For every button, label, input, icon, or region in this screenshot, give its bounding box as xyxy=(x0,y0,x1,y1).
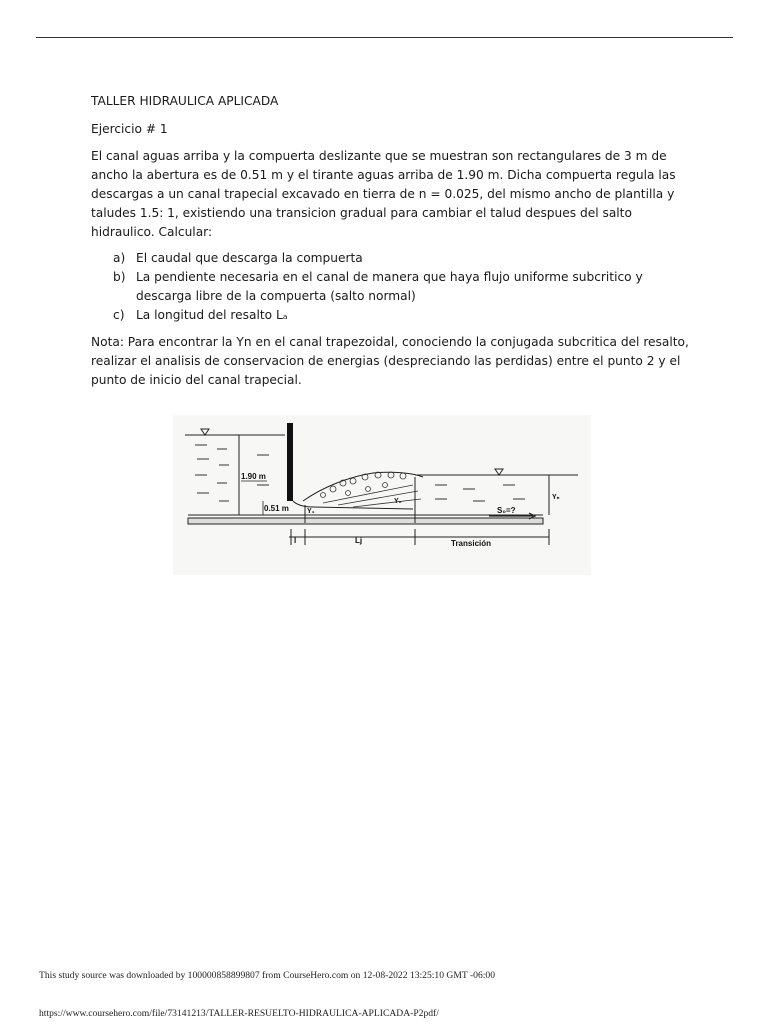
document-body xyxy=(91,92,691,390)
note-paragraph: Nota: Para encontrar la Yn en el canal trapezoidal, conociendo la conjugada subcritica del resalto, realizar el analisis de conservacion de energias (despreciando las perdidas) entre el punto 2 y el punto de inicio del canal trapecial. xyxy=(91,335,689,387)
upstream-depth-label: 1.90 m xyxy=(241,472,266,481)
exercise-heading: Ejercicio # 1 xyxy=(91,122,168,136)
document-title: TALLER HIDRAULICA APLICADA xyxy=(91,94,279,108)
y2-label: Y₂ xyxy=(394,498,402,505)
water-level-icon xyxy=(495,469,503,475)
list-text: La longitud del resalto Lₐ xyxy=(136,308,288,322)
transition-label: Transición xyxy=(451,539,492,548)
water-level-icon xyxy=(201,429,209,435)
hydraulic-jump-diagram xyxy=(173,415,591,575)
list-item xyxy=(113,249,691,268)
l-label: l xyxy=(294,536,297,545)
top-rule xyxy=(36,37,733,38)
source-url: https://www.coursehero.com/file/73141213/TALLER-RESUELTO-HIDRAULICA-APLICADA-P2pdf/ xyxy=(39,1008,439,1019)
jump-turbulence xyxy=(321,472,422,507)
downstream-water-hatching xyxy=(435,485,525,501)
download-notice: This study source was downloaded by 100000858899807 from CourseHero.com on 12-08-2022 13:25:10 GMT -06:00 xyxy=(39,970,496,981)
problem-statement: El canal aguas arriba y la compuerta deslizante que se muestran son rectangulares de 3 m de ancho la abertura es de 0.51 m y el tirante aguas arriba de 1.90 m. Dicha compuerta regula las descargas a un canal trapecial excavado en tierra de n = 0.025, del mismo ancho de plantilla y taludes 1.5: 1, existiendo una transicion gradual para cambiar el talud despues del salto hidraulico. Calcular: xyxy=(91,149,676,239)
list-marker: c) xyxy=(113,308,125,322)
hydraulic-jump-figure xyxy=(173,415,591,575)
lj-label: Lj xyxy=(355,536,363,545)
y1-label: Y₁ xyxy=(307,508,315,515)
question-list xyxy=(91,249,691,325)
list-item xyxy=(113,306,691,325)
list-text: La pendiente necesaria en el canal de manera que haya flujo uniforme subcritico y descarga libre de la compuerta (salto normal) xyxy=(136,270,643,303)
list-marker: a) xyxy=(113,251,126,265)
gate-opening-label: 0.51 m xyxy=(264,504,289,513)
sluice-gate xyxy=(287,423,293,501)
slope-label: S₀=? xyxy=(497,506,516,515)
channel-bed xyxy=(188,518,543,524)
list-text: El caudal que descarga la compuerta xyxy=(136,251,363,265)
list-marker: b) xyxy=(113,270,126,284)
list-item xyxy=(113,268,691,306)
yn-label: Yₙ xyxy=(552,494,560,501)
